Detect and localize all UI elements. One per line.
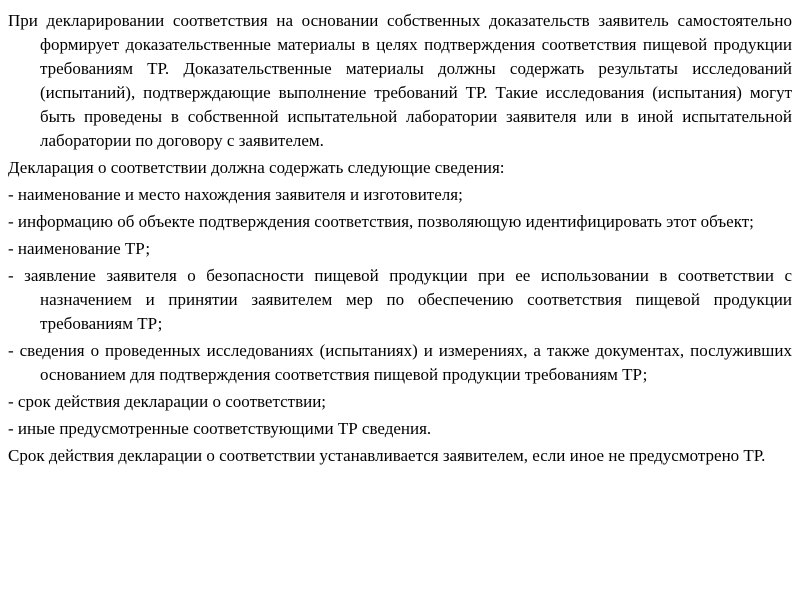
list-item-safety-statement: - заявление заявителя о безопасности пищевой продукции при ее использовании в соответствии с назначением и принятии заявителем мер по обеспечению соответствия пищевой продукции требованиям ТР;	[8, 266, 792, 333]
list-item-regulation-name: - наименование ТР;	[8, 239, 151, 258]
list-item-applicant-name: - наименование и место нахождения заявителя и изготовителя;	[8, 185, 463, 204]
list-item-test-info: - сведения о проведенных исследованиях (испытаниях) и измерениях, а также документах, послуживших основанием для подтверждения соответствия пищевой продукции требованиям ТР;	[8, 341, 792, 384]
closing-paragraph: Срок действия декларации о соответствии устанавливается заявителем, если иное не предусмотрено ТР.	[8, 446, 766, 465]
intro-paragraph: При декларировании соответствия на основании собственных доказательств заявитель самостоятельно формирует доказательственные материалы в целях подтверждения соответствия пищевой продукции требованиям ТР. Доказательственные материалы должны содержать результаты исследований (испытаний), подтверждающие выполнение требований ТР. Такие исследования (испытания) могут быть проведены в собственной испытательной лаборатории заявителя или в иной испытательной лаборатории по договору с заявителем.	[8, 11, 792, 150]
list-item-other-info: - иные предусмотренные соответствующими ТР сведения.	[8, 419, 432, 438]
declaration-contents-heading: Декларация о соответствии должна содержать следующие сведения:	[8, 158, 505, 177]
list-item-validity-period: - срок действия декларации о соответствии;	[8, 392, 327, 411]
list-item-object-info: - информацию об объекте подтверждения соответствия, позволяющую идентифицировать этот объект;	[8, 212, 754, 231]
